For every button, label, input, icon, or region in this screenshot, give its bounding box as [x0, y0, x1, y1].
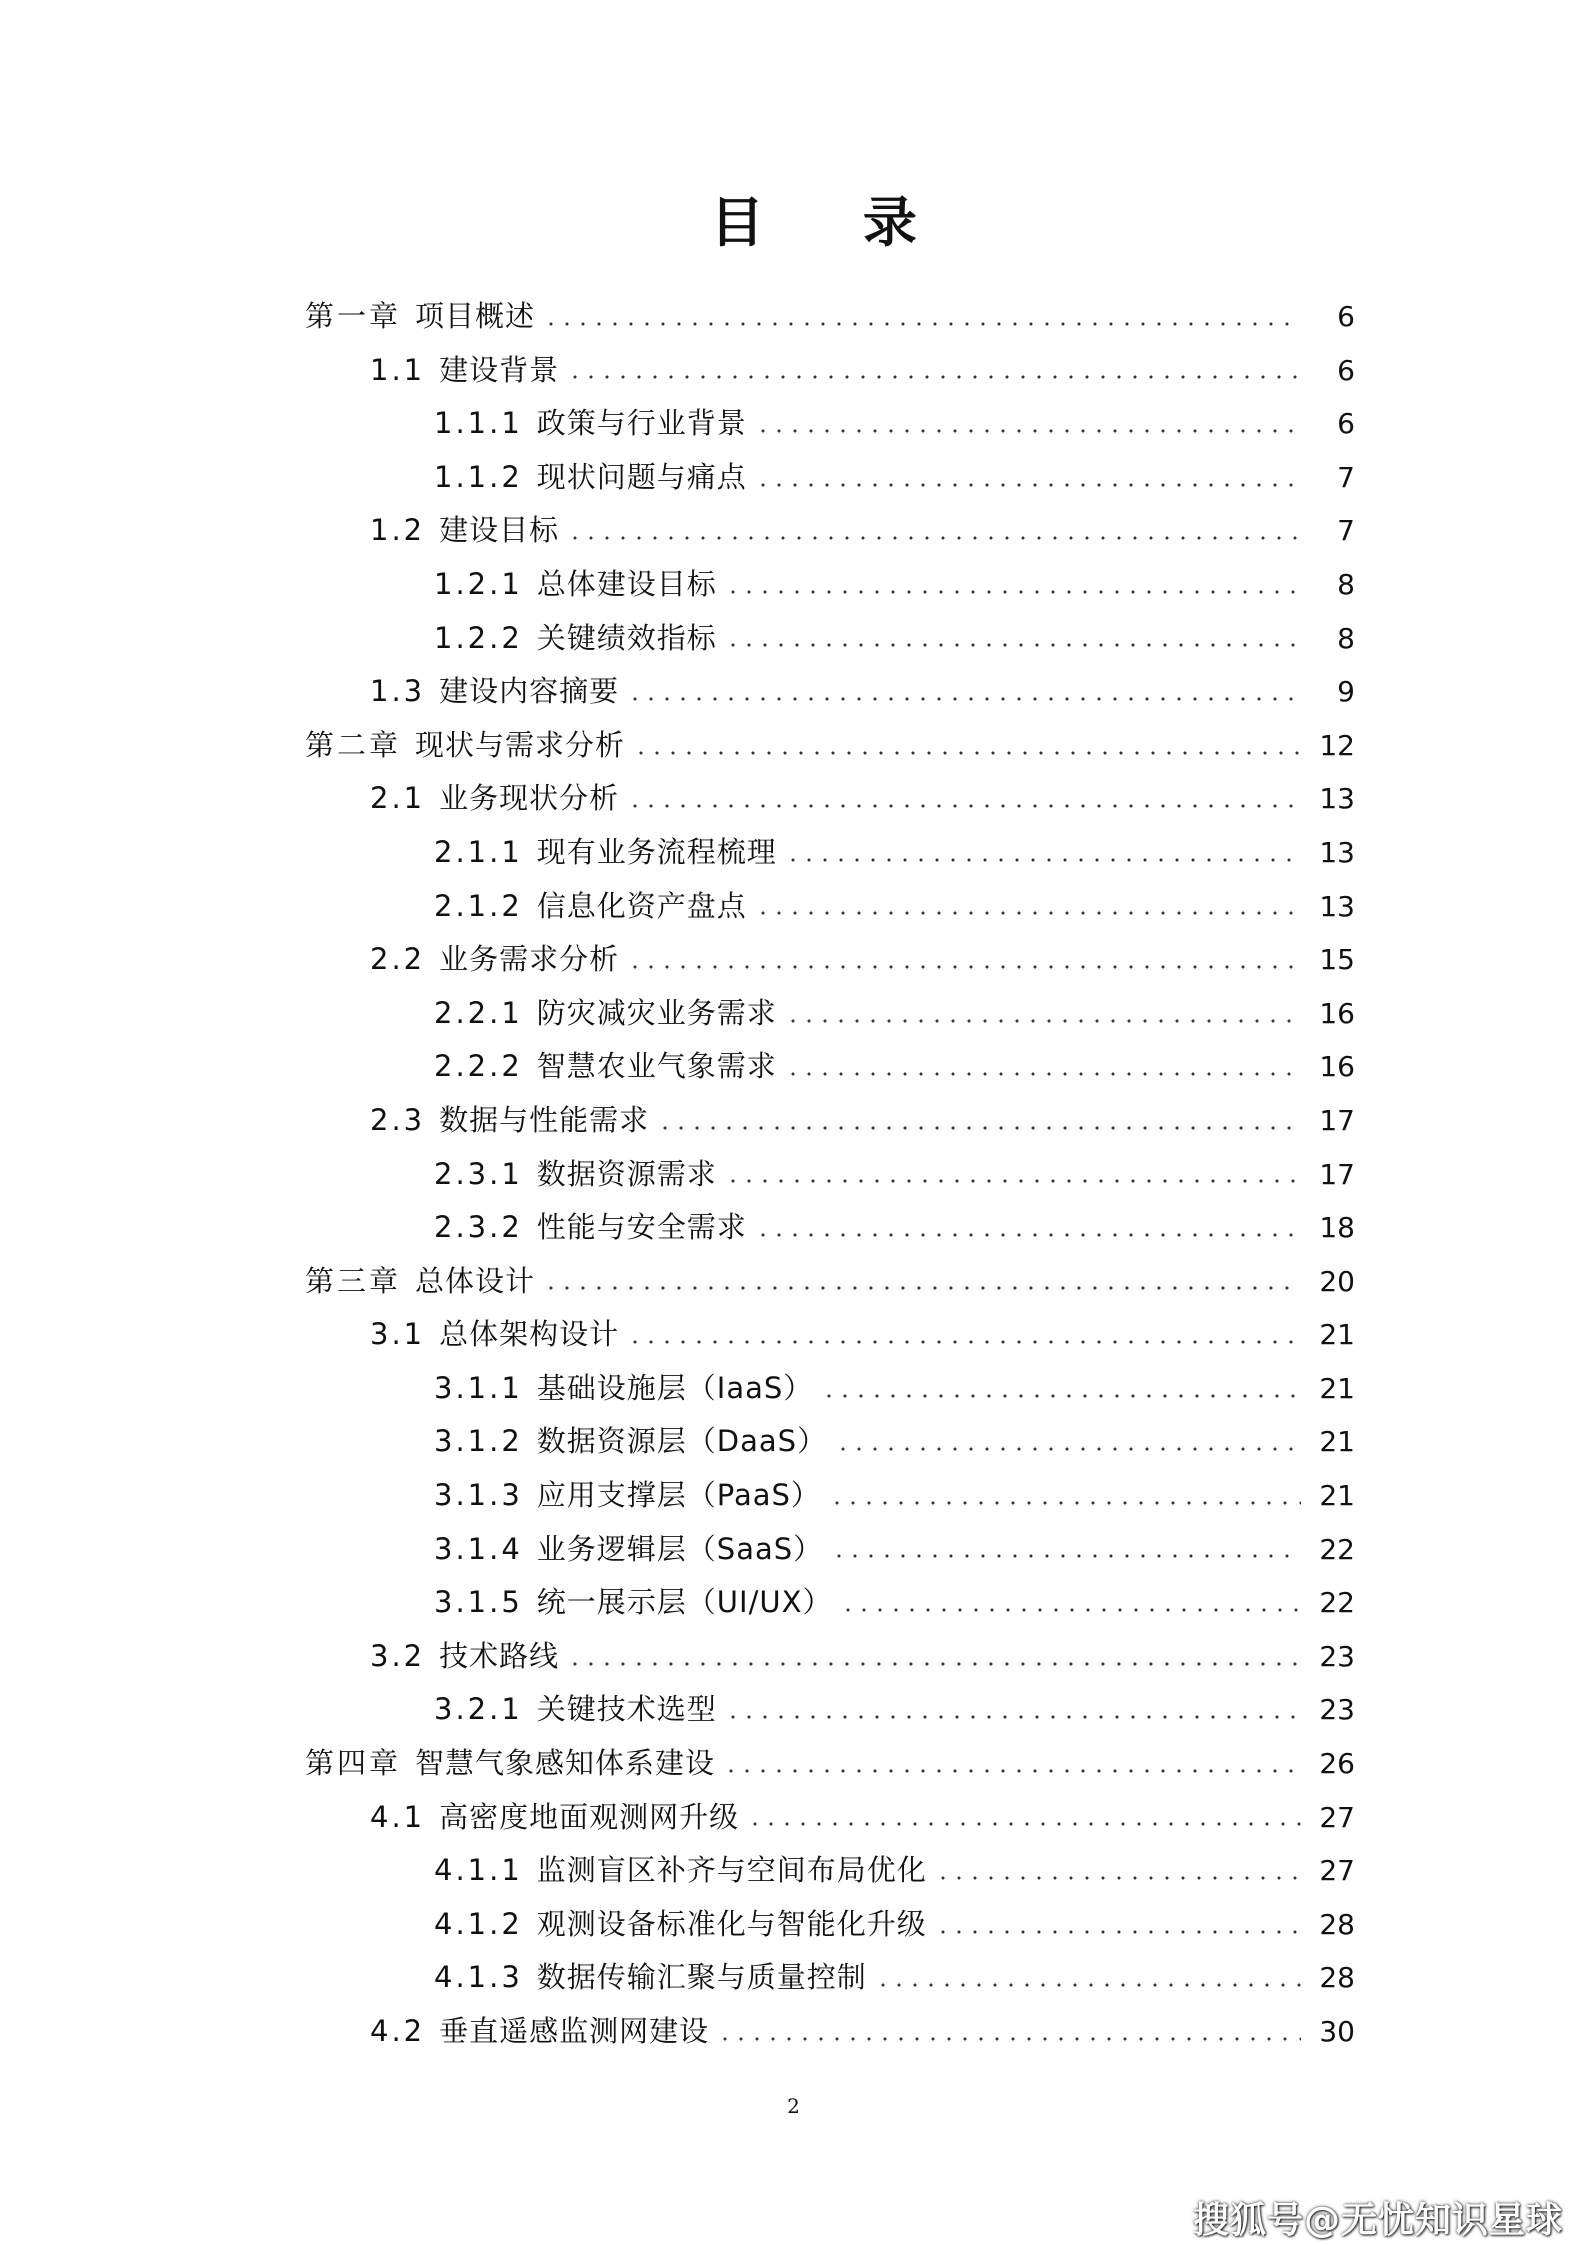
toc-entry-page: 21	[1319, 1371, 1355, 1405]
toc-entry-number: 第三章	[305, 1263, 402, 1298]
toc-entry-label	[370, 772, 619, 826]
toc-entry-title: 数据与性能需求	[439, 1102, 650, 1137]
dot-leader	[935, 1930, 1301, 1934]
table-of-contents	[0, 290, 1587, 2059]
dot-leader	[543, 322, 1301, 326]
toc-entry-title: 智慧气象感知体系建设	[415, 1746, 716, 1781]
dot-leader	[717, 2037, 1301, 2041]
toc-entry-label	[370, 1094, 649, 1148]
toc-entry-page: 27	[1319, 1854, 1355, 1888]
toc-entry-label	[434, 397, 747, 451]
page-number: 2	[787, 2094, 800, 2118]
toc-entry-page: 17	[1319, 1157, 1355, 1191]
toc-entry-title: 统一展示层（UI/UX）	[536, 1585, 833, 1620]
toc-entry[interactable]	[0, 1040, 1587, 1094]
toc-entry-page: 6	[1337, 353, 1355, 387]
toc-entry-number: 2.1	[370, 781, 426, 816]
toc-entry[interactable]	[0, 1951, 1587, 2005]
toc-entry-label	[434, 1523, 823, 1577]
toc-entry[interactable]	[0, 880, 1587, 934]
toc-entry-number: 1.2	[370, 513, 426, 548]
toc-entry[interactable]	[0, 1469, 1587, 1523]
dot-leader	[785, 858, 1301, 862]
toc-entry-page: 28	[1319, 1907, 1355, 1941]
dot-leader	[725, 1179, 1301, 1183]
toc-entry[interactable]	[0, 1737, 1587, 1791]
toc-entry-title: 现状问题与痛点	[536, 459, 747, 494]
toc-entry-title: 现状与需求分析	[415, 727, 626, 762]
dot-leader	[835, 1447, 1301, 1451]
toc-entry[interactable]	[0, 1683, 1587, 1737]
toc-entry-page: 16	[1319, 1050, 1355, 1084]
toc-entry-page: 7	[1337, 460, 1355, 494]
toc-entry[interactable]	[0, 290, 1587, 344]
toc-entry-number: 4.1.2	[434, 1906, 523, 1941]
dot-leader	[840, 1608, 1301, 1612]
toc-entry-title: 数据资源需求	[536, 1156, 717, 1191]
toc-entry-label	[370, 933, 619, 987]
toc-entry-title: 垂直遥感监测网建设	[439, 2014, 710, 2048]
toc-entry-number: 3.1.5	[434, 1585, 523, 1620]
dot-leader	[755, 911, 1301, 915]
toc-entry-number: 1.1.2	[434, 459, 523, 494]
toc-entry-title: 数据资源层（DaaS）	[536, 1424, 828, 1459]
dot-leader	[875, 1983, 1301, 1987]
toc-entry-page: 18	[1319, 1211, 1355, 1245]
toc-entry-label	[434, 826, 777, 880]
toc-entry[interactable]	[0, 451, 1587, 505]
toc-entry-title: 现有业务流程梳理	[536, 834, 777, 869]
dot-leader	[627, 804, 1301, 808]
toc-entry-number: 3.1.3	[434, 1478, 523, 1513]
toc-entry-number: 3.1.1	[434, 1370, 523, 1405]
toc-entry-label	[434, 1844, 927, 1898]
dot-leader	[785, 1072, 1301, 1076]
toc-entry-label	[305, 719, 625, 773]
toc-entry[interactable]	[0, 1576, 1587, 1630]
dot-leader	[831, 1554, 1301, 1558]
dot-leader	[627, 697, 1301, 701]
dot-leader	[657, 1126, 1301, 1130]
toc-entry-page: 8	[1337, 567, 1355, 601]
toc-entry-title: 关键绩效指标	[536, 620, 717, 655]
toc-entry-number: 2.3.1	[434, 1156, 523, 1191]
toc-entry-label	[370, 344, 559, 398]
toc-entry[interactable]	[0, 558, 1587, 612]
toc-entry-number: 1.3	[370, 674, 426, 709]
toc-entry-page: 21	[1319, 1479, 1355, 1513]
toc-entry-page: 17	[1319, 1103, 1355, 1137]
dot-leader	[755, 429, 1301, 433]
toc-entry-title: 业务逻辑层（SaaS）	[536, 1531, 824, 1566]
toc-entry[interactable]	[0, 772, 1587, 826]
toc-entry[interactable]	[0, 1523, 1587, 1577]
toc-entry-label	[434, 1148, 717, 1202]
dot-leader	[725, 1715, 1301, 1719]
toc-entry[interactable]	[0, 1148, 1587, 1202]
toc-entry[interactable]	[0, 719, 1587, 773]
toc-entry[interactable]	[0, 344, 1587, 398]
toc-entry-page: 6	[1337, 407, 1355, 441]
toc-entry-number: 2.3.2	[434, 1210, 523, 1245]
toc-entry-number: 2.2	[370, 942, 426, 977]
toc-entry-title: 性能与安全需求	[536, 1210, 747, 1245]
toc-entry-label	[370, 1630, 559, 1684]
toc-entry-number: 4.1	[370, 1799, 426, 1834]
toc-entry-label	[370, 1791, 739, 1845]
toc-entry[interactable]	[0, 1844, 1587, 1898]
toc-entry-number: 4.2	[370, 2014, 426, 2048]
toc-entry-label	[434, 1898, 927, 1952]
toc-entry-label	[434, 558, 717, 612]
dot-leader	[627, 1340, 1301, 1344]
dot-leader	[725, 590, 1301, 594]
toc-entry-page: 28	[1319, 1961, 1355, 1995]
dot-leader	[785, 1019, 1301, 1023]
dot-leader	[725, 643, 1301, 647]
toc-entry[interactable]	[0, 665, 1587, 719]
toc-entry-page: 16	[1319, 996, 1355, 1030]
toc-entry-number: 1.1.1	[434, 406, 523, 441]
toc-entry-label	[434, 987, 777, 1041]
toc-entry-label	[434, 880, 747, 934]
toc-entry-title: 业务现状分析	[439, 781, 620, 816]
toc-entry-label	[305, 1255, 535, 1309]
toc-entry-label	[370, 1308, 619, 1362]
toc-entry-title: 总体设计	[415, 1263, 536, 1298]
toc-entry-label	[434, 1362, 813, 1416]
dot-leader	[723, 1769, 1301, 1773]
toc-entry-number: 2.3	[370, 1102, 426, 1137]
dot-leader	[747, 1822, 1301, 1826]
toc-entry[interactable]	[0, 1201, 1587, 1255]
dot-leader	[633, 751, 1301, 755]
toc-entry-page: 8	[1337, 621, 1355, 655]
toc-entry-title: 总体建设目标	[536, 566, 717, 601]
toc-entry[interactable]	[0, 933, 1587, 987]
toc-entry-page: 13	[1319, 889, 1355, 923]
toc-entry[interactable]	[0, 1308, 1587, 1362]
toc-entry-page: 27	[1319, 1800, 1355, 1834]
toc-entry-page: 9	[1337, 675, 1355, 709]
toc-entry-label	[305, 290, 535, 344]
toc-entry-label	[434, 1415, 827, 1469]
toc-entry[interactable]	[0, 1630, 1587, 1684]
toc-entry-number: 3.2.1	[434, 1692, 523, 1727]
toc-entry-label	[370, 504, 559, 558]
toc-entry-number: 1.2.1	[434, 566, 523, 601]
dot-leader	[755, 483, 1301, 487]
toc-entry-title: 应用支撑层（PaaS）	[536, 1478, 821, 1513]
toc-entry-number: 4.1.1	[434, 1853, 523, 1888]
toc-entry-page: 13	[1319, 782, 1355, 816]
toc-entry-label	[370, 665, 619, 719]
toc-heading: 目 录	[710, 190, 957, 254]
toc-entry-label	[434, 1951, 867, 2005]
toc-entry-page: 21	[1319, 1425, 1355, 1459]
toc-entry-label	[434, 1040, 777, 1094]
toc-entry-label	[434, 1201, 747, 1255]
toc-entry-title: 信息化资产盘点	[536, 888, 747, 923]
dot-leader	[627, 965, 1301, 969]
toc-entry-number: 3.1.4	[434, 1531, 523, 1566]
toc-entry[interactable]	[0, 1415, 1587, 1469]
toc-entry-number: 第一章	[305, 299, 402, 333]
toc-entry[interactable]	[0, 397, 1587, 451]
toc-entry-title: 高密度地面观测网升级	[439, 1799, 740, 1834]
toc-entry-number: 1.2.2	[434, 620, 523, 655]
source-watermark: 搜狐号@无忧知识星球	[1192, 2200, 1563, 2241]
dot-leader	[935, 1876, 1301, 1880]
toc-entry-label	[434, 1469, 821, 1523]
toc-entry[interactable]	[0, 1898, 1587, 1952]
toc-entry-title: 防灾减灾业务需求	[536, 995, 777, 1030]
toc-entry-title: 项目概述	[415, 299, 536, 333]
toc-entry-label	[305, 1737, 715, 1791]
toc-entry[interactable]	[0, 987, 1587, 1041]
dot-leader	[567, 1662, 1301, 1666]
toc-entry-page: 26	[1319, 1747, 1355, 1781]
toc-entry-number: 2.1.2	[434, 888, 523, 923]
toc-entry[interactable]	[0, 826, 1587, 880]
toc-entry-label	[434, 1683, 717, 1737]
toc-entry-label	[434, 612, 717, 666]
dot-leader	[755, 1233, 1301, 1237]
dot-leader	[567, 375, 1301, 379]
dot-leader	[821, 1394, 1301, 1398]
toc-entry-title: 建设背景	[439, 352, 560, 387]
toc-entry-number: 1.1	[370, 352, 426, 387]
toc-entry-page: 23	[1319, 1693, 1355, 1727]
toc-entry-number: 2.2.2	[434, 1049, 523, 1084]
toc-entry-number: 3.2	[370, 1638, 426, 1673]
toc-entry-title: 监测盲区补齐与空间布局优化	[536, 1853, 927, 1888]
toc-entry-page: 15	[1319, 943, 1355, 977]
toc-entry-label	[434, 1576, 832, 1630]
toc-entry-title: 数据传输汇聚与质量控制	[536, 1960, 867, 1995]
toc-entry-page: 20	[1319, 1264, 1355, 1298]
toc-entry[interactable]	[0, 1791, 1587, 1845]
toc-entry-page: 7	[1337, 514, 1355, 548]
toc-entry-number: 2.1.1	[434, 834, 523, 869]
dot-leader	[543, 1286, 1301, 1290]
toc-entry-page: 30	[1319, 2015, 1355, 2048]
dot-leader	[829, 1501, 1301, 1505]
toc-entry-title: 基础设施层（IaaS）	[536, 1370, 814, 1405]
toc-entry-title: 业务需求分析	[439, 942, 620, 977]
toc-entry-number: 2.2.1	[434, 995, 523, 1030]
toc-entry-title: 智慧农业气象需求	[536, 1049, 777, 1084]
dot-leader	[567, 536, 1301, 540]
toc-entry-title: 技术路线	[439, 1638, 560, 1673]
toc-entry-number: 3.1.2	[434, 1424, 523, 1459]
toc-entry-title: 建设目标	[439, 513, 560, 548]
toc-entry[interactable]	[0, 2005, 1587, 2059]
toc-entry-page: 12	[1319, 728, 1355, 762]
toc-entry[interactable]	[0, 612, 1587, 666]
toc-entry-title: 政策与行业背景	[536, 406, 747, 441]
toc-entry-page: 23	[1319, 1639, 1355, 1673]
toc-entry-number: 3.1	[370, 1317, 426, 1352]
toc-entry[interactable]	[0, 1094, 1587, 1148]
toc-entry-label	[370, 2005, 709, 2059]
toc-entry-page: 13	[1319, 835, 1355, 869]
toc-entry[interactable]	[0, 504, 1587, 558]
toc-entry-page: 21	[1319, 1318, 1355, 1352]
toc-entry-number: 4.1.3	[434, 1960, 523, 1995]
toc-entry-title: 建设内容摘要	[439, 674, 620, 709]
toc-entry-label	[434, 451, 747, 505]
toc-entry-title: 观测设备标准化与智能化升级	[536, 1906, 927, 1941]
toc-entry-page: 6	[1337, 300, 1355, 333]
toc-entry-title: 关键技术选型	[536, 1692, 717, 1727]
toc-entry-page: 22	[1319, 1586, 1355, 1620]
toc-entry-title: 总体架构设计	[439, 1317, 620, 1352]
toc-entry-number: 第四章	[305, 1746, 402, 1781]
toc-entry-number: 第二章	[305, 727, 402, 762]
toc-entry[interactable]	[0, 1255, 1587, 1309]
toc-entry[interactable]	[0, 1362, 1587, 1416]
toc-entry-page: 22	[1319, 1532, 1355, 1566]
